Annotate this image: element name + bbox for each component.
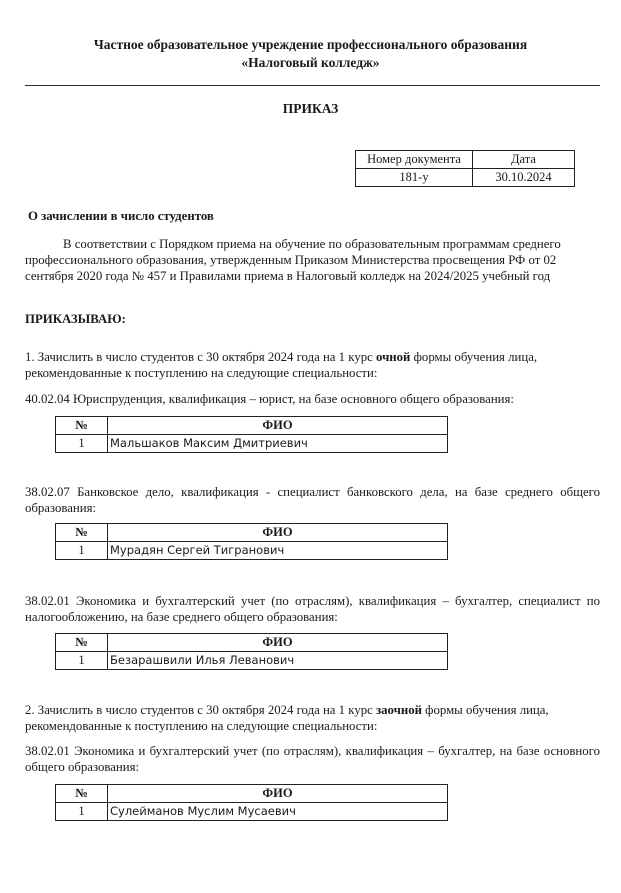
students-table-2 [55, 523, 448, 560]
specialty-1: 40.02.04 Юриспруденция, квалификация – юрист, на базе основного общего образования: [25, 392, 514, 406]
col-num-header: № [56, 634, 108, 652]
row-num: 1 [56, 542, 108, 560]
institution-name-line2: «Налоговый колледж» [241, 55, 380, 70]
item-1-form: очной [376, 350, 411, 364]
item-1-prefix: 1. Зачислить в число студентов с 30 октября 2024 года на 1 курс [25, 350, 376, 364]
row-num: 1 [56, 803, 108, 821]
col-fio-header: ФИО [108, 785, 448, 803]
specialty-3: 38.02.01 Экономика и бухгалтерский учет (по отраслям), квалификация – бухгалтер, специалист по налогообложению, на базе среднего общего образования: [25, 594, 600, 624]
row-fio: Сулейманов Муслим Мусаевич [108, 803, 448, 821]
order-subject: О зачислении в число студентов [28, 209, 214, 223]
students-table-4 [55, 784, 448, 821]
document-number-table [355, 150, 575, 187]
col-num-header: № [56, 524, 108, 542]
institution-name-line1: Частное образовательное учреждение профессионального образования [93, 37, 528, 52]
row-fio: Безарашвили Илья Леванович [108, 652, 448, 670]
item-2-form: заочной [376, 703, 422, 717]
row-num: 1 [56, 435, 108, 453]
table-row [56, 542, 448, 560]
item-2-prefix: 2. Зачислить в число студентов с 30 октября 2024 года на 1 курс [25, 703, 376, 717]
document-title: ПРИКАЗ [282, 101, 339, 116]
specialty-2: 38.02.07 Банковское дело, квалификация - специалист банковского дела, на базе среднего общего образования: [25, 485, 600, 515]
col-num-header: № [56, 785, 108, 803]
header-divider [25, 85, 600, 86]
row-num: 1 [56, 652, 108, 670]
col-num-header: № [56, 417, 108, 435]
students-table-1 [55, 416, 448, 453]
order-word: ПРИКАЗЫВАЮ: [25, 312, 126, 326]
col-fio-header: ФИО [108, 524, 448, 542]
doc-number-value: 181-у [356, 169, 473, 187]
doc-date-header: Дата [473, 151, 575, 169]
table-row [56, 652, 448, 670]
preamble: В соответствии с Порядком приема на обучение по образовательным программам среднего профессионального образования, утвержденным Приказом Министерства просвещения РФ от 02 сентября 2020 года № 457 и Правилами приема в Налоговый колледж на 2024/2025 учебный год [25, 237, 561, 283]
item-2-text [25, 702, 600, 734]
row-fio: Мурадян Сергей Тигранович [108, 542, 448, 560]
students-table-3 [55, 633, 448, 670]
doc-date-value: 30.10.2024 [473, 169, 575, 187]
item-1-text [25, 349, 600, 381]
col-fio-header: ФИО [108, 634, 448, 652]
table-row [56, 803, 448, 821]
specialty-4: 38.02.01 Экономика и бухгалтерский учет (по отраслям), квалификация – бухгалтер, на базе основного общего образования: [25, 744, 600, 774]
table-row [56, 435, 448, 453]
row-fio: Мальшаков Максим Дмитриевич [108, 435, 448, 453]
item-1-suffix: формы обучения лица, рекомендованные к поступлению на следующие специальности: [25, 350, 538, 380]
doc-number-header: Номер документа [356, 151, 473, 169]
item-2-suffix: формы обучения лица, рекомендованные к поступлению на следующие специальности: [25, 703, 549, 733]
col-fio-header: ФИО [108, 417, 448, 435]
